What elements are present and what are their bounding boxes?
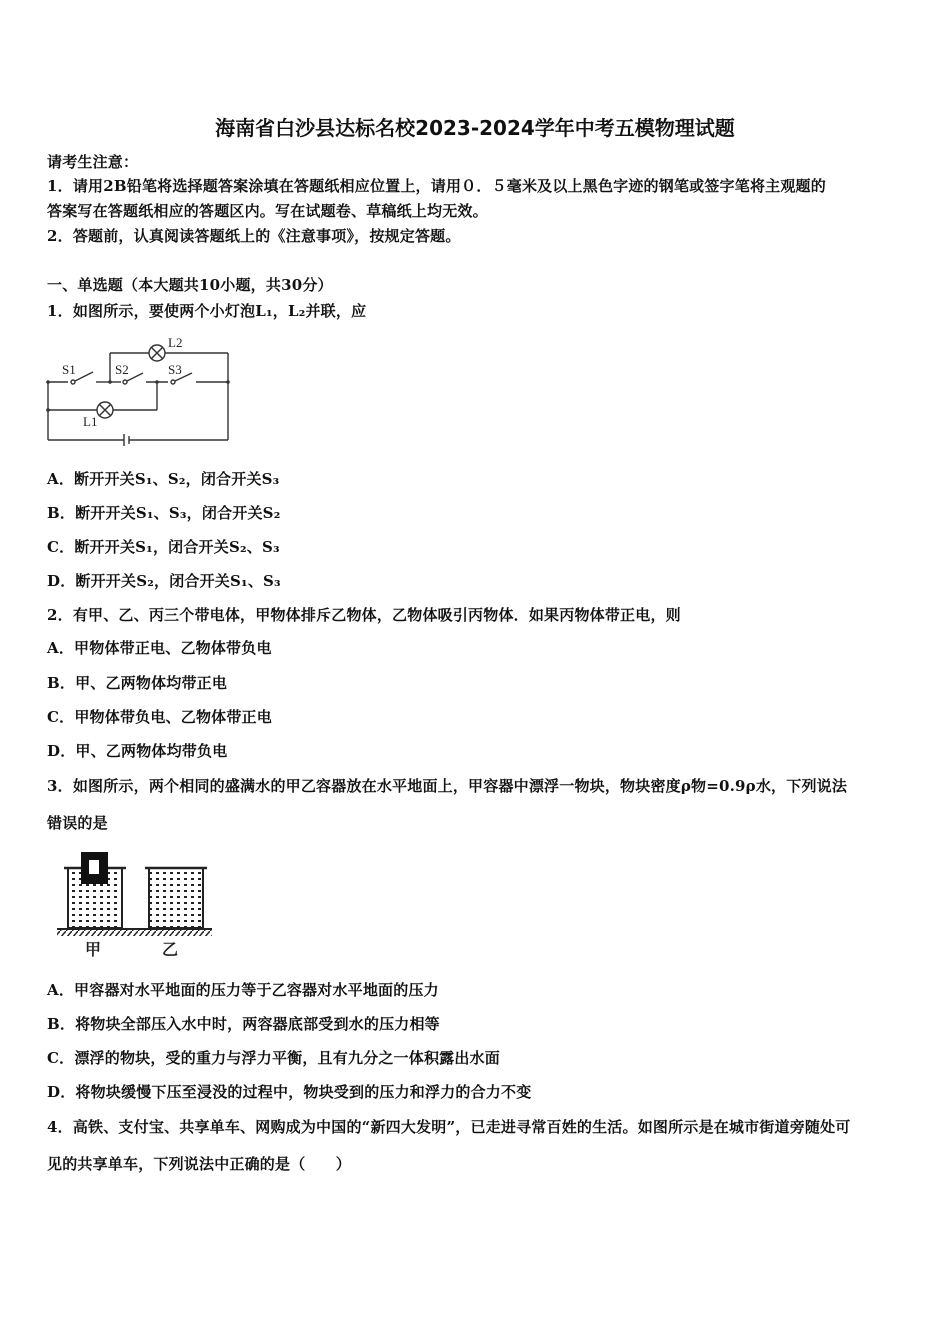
question-2-stem: 2．有甲、乙、丙三个带电体，甲物体排斥乙物体，乙物体吸引丙物体．如果丙物体带正电，则 bbox=[47, 606, 681, 624]
option-d: D．断开开关S₂，闭合开关S₁、S₃ bbox=[47, 572, 281, 590]
container-figure bbox=[57, 852, 212, 959]
lamp-l1-label: L1 bbox=[83, 414, 98, 429]
switch-s3-label: S3 bbox=[168, 362, 182, 377]
notice-line: 2．答题前，认真阅读答题纸上的《注意事项》，按规定答题。 bbox=[47, 227, 461, 245]
option-b: B．将物块全部压入水中时，两容器底部受到水的压力相等 bbox=[47, 1015, 440, 1033]
question-3-stem: 3．如图所示，两个相同的盛满水的甲乙容器放在水平地面上，甲容器中漂浮一物块，物块密度ρ物=0.9ρ水，下列说法 bbox=[47, 777, 848, 795]
question-3-stem-cont: 错误的是 bbox=[47, 814, 108, 832]
option-a: A．甲物体带正电、乙物体带负电 bbox=[47, 639, 272, 657]
question-4-stem-cont: 见的共享单车，下列说法中正确的是（ ） bbox=[47, 1155, 352, 1173]
question-4-stem: 4．高铁、支付宝、共享单车、网购成为中国的“新四大发明”，已走进寻常百姓的生活。如图所示是在城市街道旁随处可 bbox=[47, 1118, 851, 1136]
section-heading: 一、单选题（本大题共10小题，共30分） bbox=[47, 276, 333, 294]
container-yi-label: 乙 bbox=[162, 940, 179, 959]
switch-s1-label: S1 bbox=[62, 362, 76, 377]
notice-line: 答案写在答题纸相应的答题区内。写在试题卷、草稿纸上均无效。 bbox=[47, 202, 488, 220]
notice-heading: 请考生注意： bbox=[47, 153, 139, 171]
option-c: C．甲物体带负电、乙物体带正电 bbox=[47, 708, 272, 726]
question-1-stem: 1．如图所示，要使两个小灯泡L₁，L₂并联，应 bbox=[47, 302, 367, 320]
switch-s2-label: S2 bbox=[115, 362, 129, 377]
option-b: B．断开开关S₁、S₃，闭合开关S₂ bbox=[47, 504, 281, 522]
option-c: C．断开开关S₁，闭合开关S₂、S₃ bbox=[47, 538, 280, 556]
option-a: A．断开开关S₁、S₂，闭合开关S₃ bbox=[47, 470, 280, 488]
notice-line: 1．请用2B铅笔将选择题答案涂填在答题纸相应位置上，请用０．５毫米及以上黑色字迹的钢笔或签字笔将主观题的 bbox=[47, 177, 826, 195]
option-b: B．甲、乙两物体均带正电 bbox=[47, 674, 228, 692]
option-d: D．将物块缓慢下压至浸没的过程中，物块受到的压力和浮力的合力不变 bbox=[47, 1083, 532, 1101]
container-jia-label: 甲 bbox=[85, 940, 102, 959]
lamp-l2-label: L2 bbox=[168, 335, 183, 350]
page-title: 海南省白沙县达标名校2023-2024学年中考五模物理试题 bbox=[215, 116, 735, 140]
option-c: C．漂浮的物块，受的重力与浮力平衡，且有九分之一体积露出水面 bbox=[47, 1049, 500, 1067]
option-a: A．甲容器对水平地面的压力等于乙容器对水平地面的压力 bbox=[47, 981, 439, 999]
option-d: D．甲、乙两物体均带负电 bbox=[47, 742, 228, 760]
